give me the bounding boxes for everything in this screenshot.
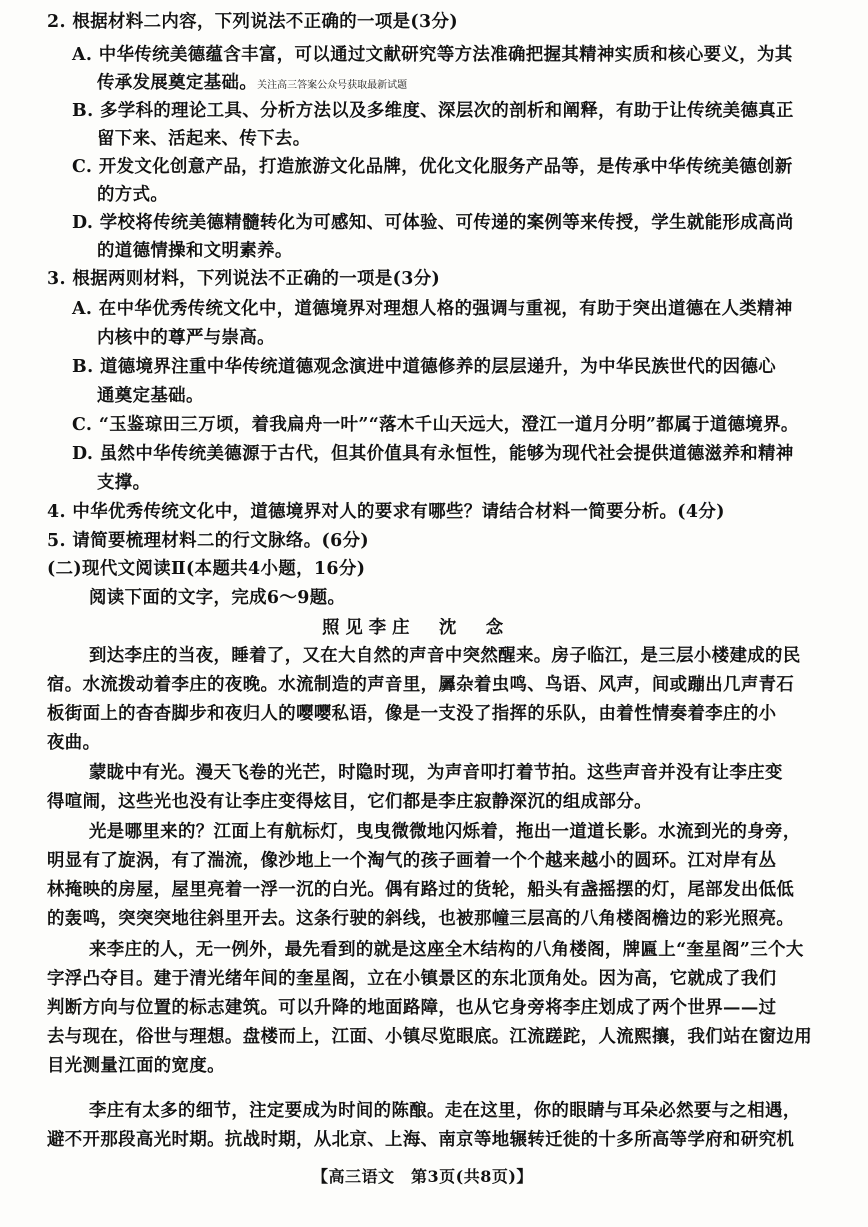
q3-option-b-line1: B. 道德境界注重中华传统道德观念演进中道德修养的层层递升，为中华民族世代的因德心 (72, 357, 777, 377)
q2-option-a-line2 (97, 71, 407, 98)
section-heading: (二)现代文阅读Ⅱ(本题共4小题，16分) (47, 559, 366, 579)
article-title: 照见李庄 沈 念 (322, 618, 510, 638)
article-line: 宿。水流拨动着李庄的夜晚。水流制造的声音里，羼杂着虫鸣、鸟语、风声，间或蹦出几声青石 (47, 675, 795, 695)
q3-option-a-line1: A. 在中华优秀传统文化中，道德境界对理想人格的强调与重视，有助于突出道德在人类精神 (72, 299, 793, 319)
article-line: 目光测量江面的宽度。 (47, 1056, 225, 1076)
page-footer: 【高三语文 第3页(共8页)】 (312, 1167, 533, 1186)
q2-option-a-line1: A. 中华传统美德蕴含丰富，可以通过文献研究等方法准确把握其精神实质和核心要义，为其 (72, 45, 793, 65)
article-line: 蒙眬中有光。漫天飞卷的光芒，时隐时现，为声音叩打着节拍。这些声音并没有让李庄变 (89, 763, 783, 783)
article-line: 林掩映的房屋，屋里亮着一浮一沉的白光。偶有路过的货轮，船头有盏摇摆的灯，尾部发出低低 (47, 880, 795, 900)
article-line: 字浮凸夺目。建于清光绪年间的奎星阁，立在小镇景区的东北顶角处。因为高，它就成了我们 (47, 969, 777, 989)
question-3-stem: 3. 根据两则材料，下列说法不正确的一项是(3分) (47, 269, 441, 289)
article-line: 的轰鸣，突突突地往斜里开去。这条行驶的斜线，也被那幢三层高的八角楼阁檐边的彩光照亮。 (47, 909, 795, 929)
q3-option-c: C. “玉鉴琼田三万顷，着我扁舟一叶”“落木千山天远大，澄江一道月分明”都属于道德境界。 (72, 415, 799, 435)
article-line: 板街面上的杳杳脚步和夜归人的嘤嘤私语，像是一支没了指挥的乐队，由着性情奏着李庄的小 (47, 704, 777, 724)
article-line: 光是哪里来的？江面上有航标灯，曳曳微微地闪烁着，拖出一道道长影。水流到光的身旁， (89, 822, 801, 842)
article-line: 到达李庄的当夜，睡着了，又在大自然的声音中突然醒来。房子临江，是三层小楼建成的民 (89, 646, 801, 666)
q3-option-b-line2: 通奠定基础。 (97, 386, 204, 406)
article-line: 李庄有太多的细节，注定要成为时间的陈酿。走在这里，你的眼睛与耳朵必然要与之相遇， (89, 1101, 801, 1121)
q2-option-a-line2-text: 传承发展奠定基础。 (97, 73, 258, 93)
q2-option-d-line1: D. 学校将传统美德精髓转化为可感知、可体验、可传递的案例等来传授，学生就能形成高尚 (72, 213, 794, 233)
q3-option-a-line2: 内核中的尊严与崇高。 (97, 328, 275, 348)
q2-option-c-line1: C. 开发文化创意产品，打造旅游文化品牌，优化文化服务产品等，是传承中华传统美德创新 (72, 157, 793, 177)
q2-option-d-line2: 的道德情操和文明素养。 (97, 241, 293, 261)
q3-option-d-line1: D. 虽然中华传统美德源于古代，但其价值具有永恒性，能够为现代社会提供道德滋养和精神 (72, 444, 794, 464)
article-line: 夜曲。 (47, 733, 101, 753)
article-line: 明显有了旋涡，有了湍流，像沙地上一个淘气的孩子画着一个个越来越小的圆环。江对岸有丛 (47, 851, 777, 871)
question-2-stem: 2. 根据材料二内容，下列说法不正确的一项是(3分) (47, 12, 458, 32)
question-4: 4. 中华优秀传统文化中，道德境界对人的要求有哪些？请结合材料一简要分析。(4分) (47, 502, 725, 522)
article-line: 避不开那段高光时期。抗战时期，从北京、上海、南京等地辗转迁徙的十多所高等学府和研究机 (47, 1130, 795, 1150)
article-line: 去与现在，俗世与理想。盘楼而上，江面、小镇尽览眼底。江流蹉跎，人流熙攘，我们站在窗边用 (47, 1027, 813, 1047)
article-line: 判断方向与位置的标志建筑。可以升降的地面路障，也从它身旁将李庄划成了两个世界——过 (47, 998, 777, 1018)
q2-option-b-line2: 留下来、活起来、传下去。 (97, 129, 311, 149)
q2-option-c-line2: 的方式。 (97, 185, 169, 205)
watermark-text: 关注高三答案公众号获取最新试题 (257, 80, 408, 91)
article-line: 来李庄的人，无一例外，最先看到的就是这座全木结构的八角楼阁，牌匾上“奎星阁”三个大 (89, 940, 804, 960)
article-line: 得喧闹，这些光也没有让李庄变得炫目，它们都是李庄寂静深沉的组成部分。 (47, 792, 652, 812)
reading-instruction: 阅读下面的文字，完成6～9题。 (89, 588, 346, 608)
q2-option-b-line1: B. 多学科的理论工具、分析方法以及多维度、深层次的剖析和阐释，有助于让传统美德真正 (72, 101, 794, 121)
q3-option-d-line2: 支撑。 (97, 473, 151, 493)
question-5: 5. 请简要梳理材料二的行文脉络。(6分) (47, 531, 370, 551)
